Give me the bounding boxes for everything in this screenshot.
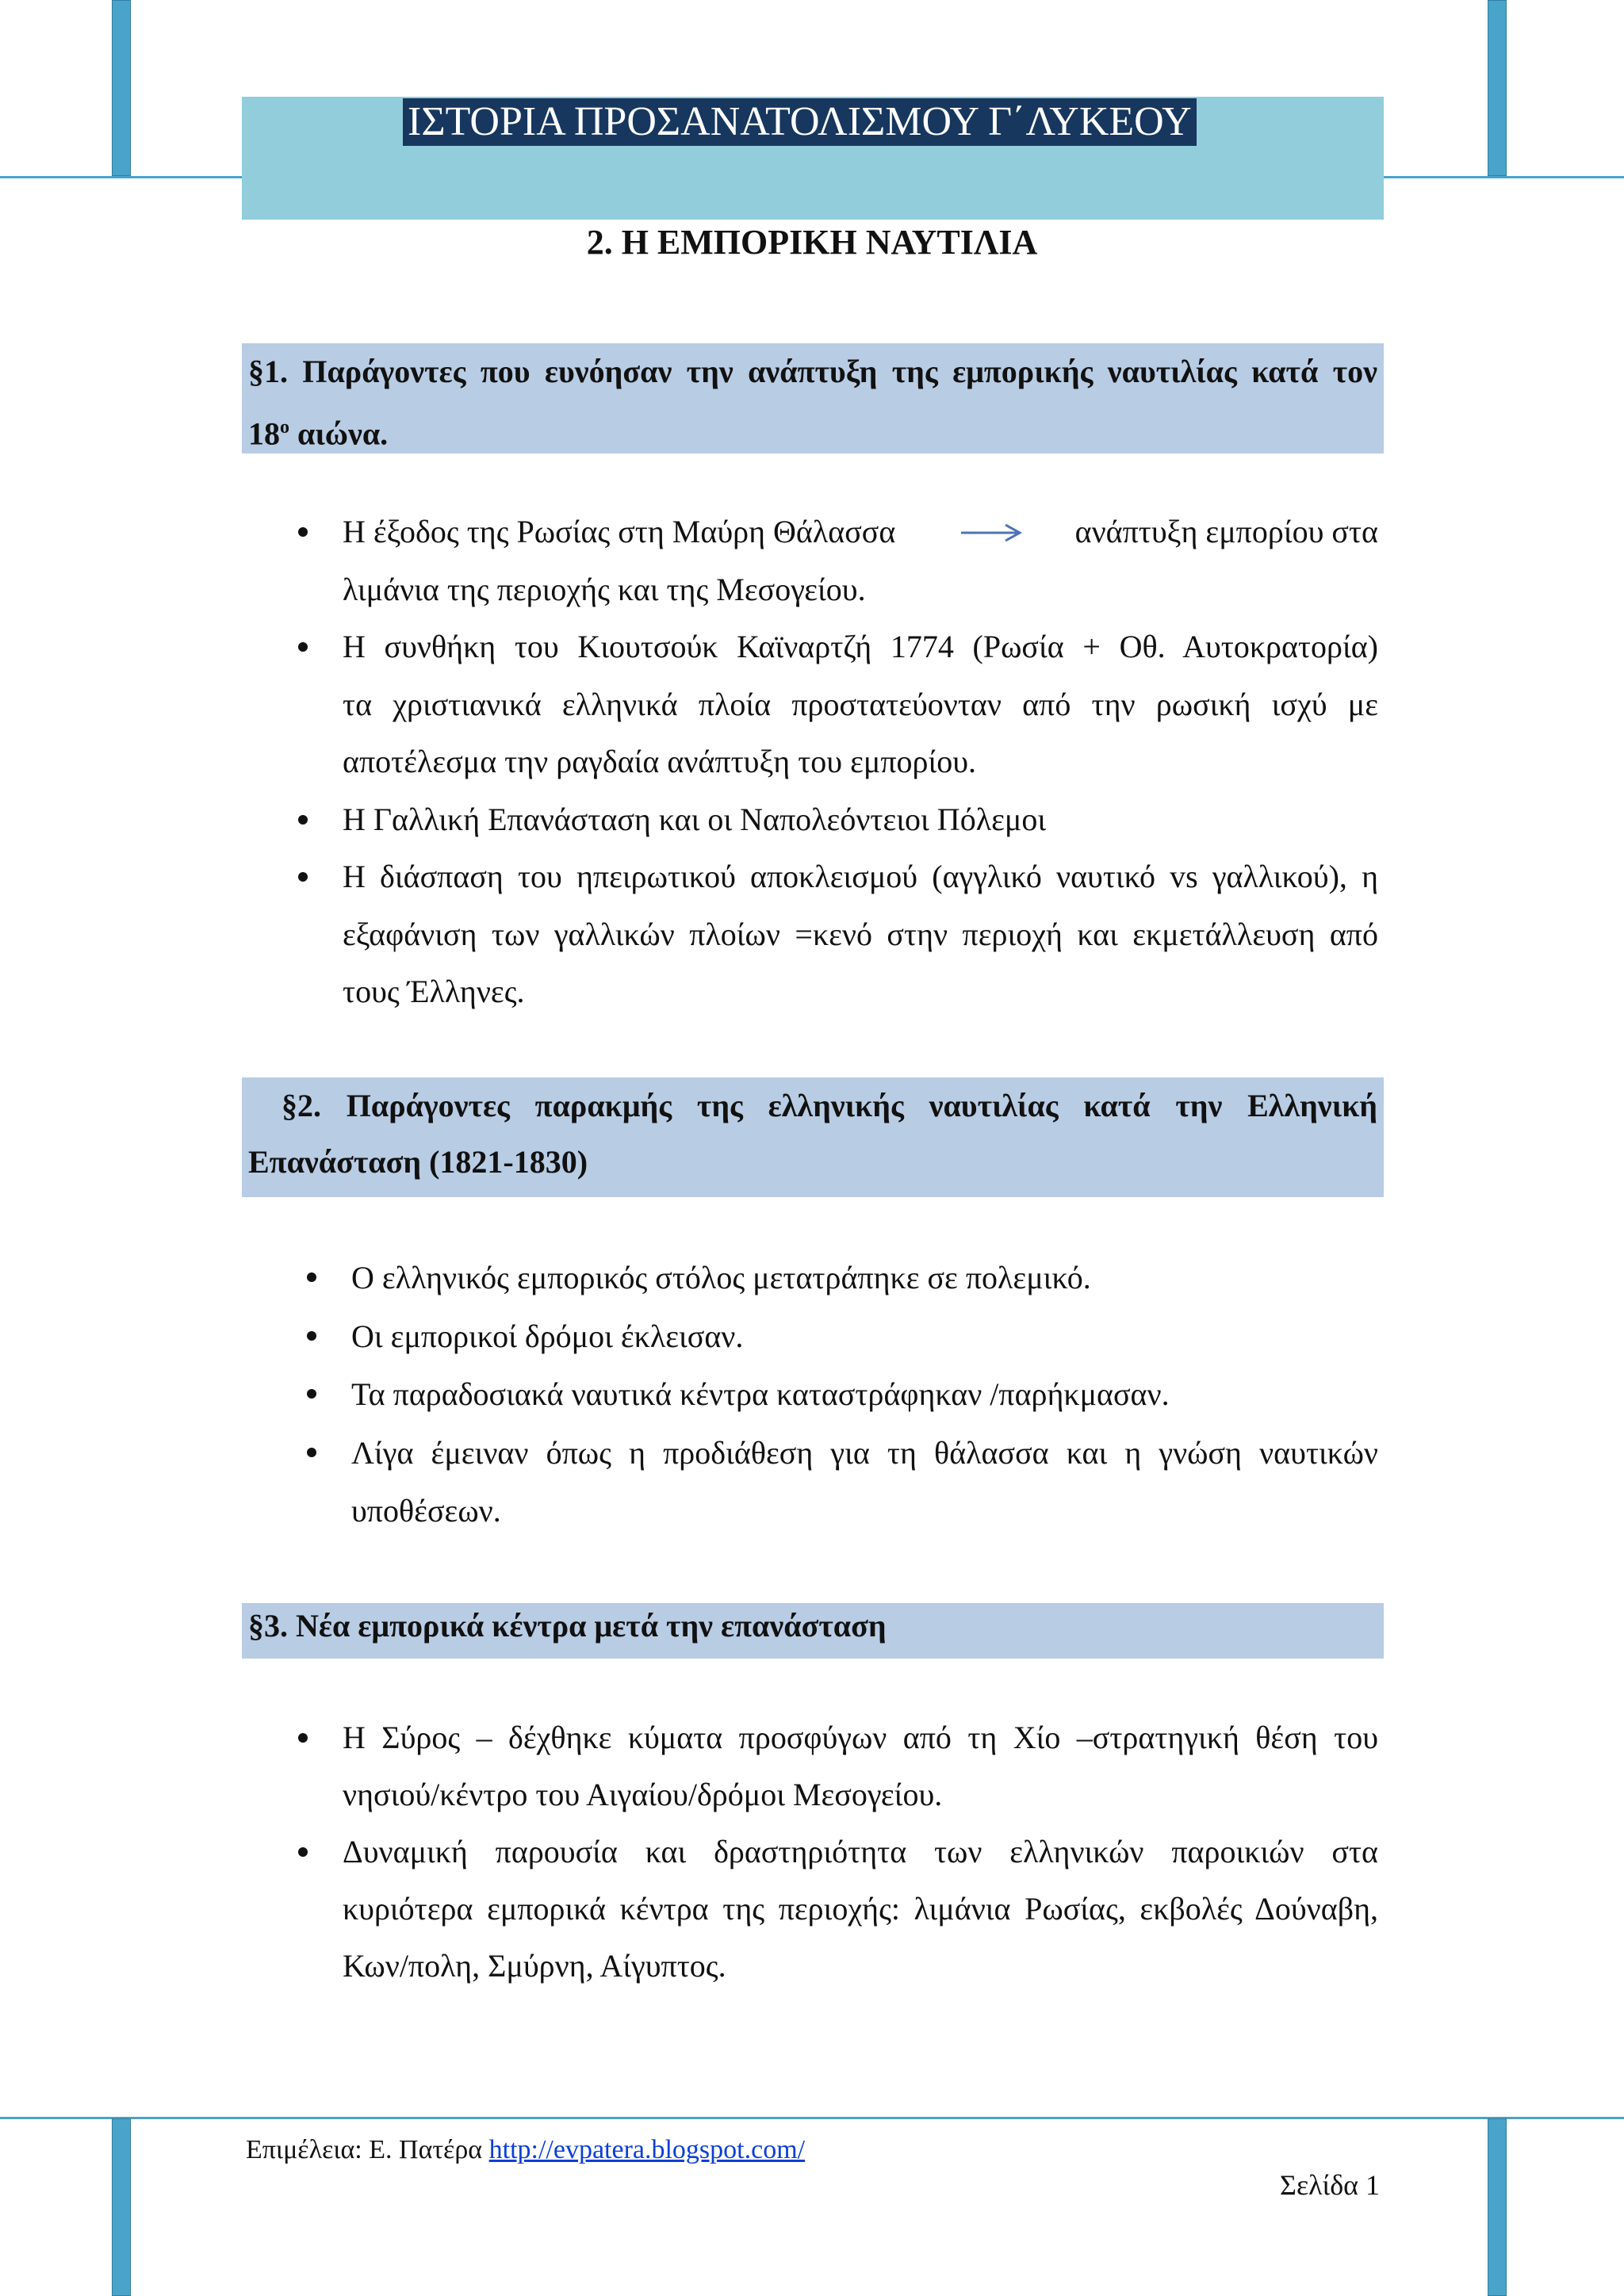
section-heading-line: $18^o$ αιώνα.	[248, 415, 389, 452]
blog-link[interactable]: http://evpatera.blogspot.com/	[488, 2135, 806, 2164]
list-item: Η διάσπαση του ηπειρωτικού αποκλεισμού (αγγλικό ναυτικό vs γαλλικού), η εξαφάνιση των γαλλικών πλοίων =κενό στην περιοχή και εκμετάλλευση από τους Έλληνες.	[343, 848, 1378, 1021]
list-item: Τα παραδοσιακά ναυτικά κέντρα καταστράφηκαν /παρήκμασαν.	[351, 1365, 1378, 1424]
chapter-title: 2. Η ΕΜΠΟΡΙΚΗ ΝΑΥΤΙΛΙΑ	[586, 223, 1038, 262]
footer-editor: Επιμέλεια: Ε. Πατέρα http://evpatera.blogspot.com/	[246, 2135, 806, 2164]
document-title: ΙΣΤΟΡΙΑ ΠΡΟΣΑΝΑΤΟΛΙΣΜΟΥ Γ΄ΛΥΚΕΟΥ	[403, 98, 1197, 146]
section-heading-line: §1. Παράγοντες που ευνόησαν την ανάπτυξη της εμπορικής ναυτιλίας κατά τον	[248, 354, 1377, 389]
right-top-bar	[1488, 0, 1507, 176]
list-item: Η συνθήκη του Κιουτσούκ Καϊναρτζή 1774 (Ρωσία + Οθ. Αυτοκρατορία) τα χριστιανικά ελληνικά πλοία προστατεύονταν από την ρωσική ισχύ με αποτέλεσμα την ραγδαία ανάπτυξη του εμπορίου.	[343, 618, 1378, 791]
bullet-icon	[307, 1272, 316, 1282]
bullet-icon	[298, 872, 308, 882]
right-bottom-bar	[1488, 2118, 1507, 2296]
bullet-icon	[307, 1448, 316, 1457]
section-heading-line: §3. Νέα εμπορικά κέντρα μετά την επανάσταση	[248, 1608, 887, 1644]
bullet-icon	[298, 1733, 308, 1743]
section-1-heading	[242, 343, 1384, 453]
bullet-icon	[307, 1331, 316, 1341]
section-2-heading	[242, 1077, 1384, 1197]
right-arrow-icon	[959, 521, 1023, 545]
page-number: Σελίδα 1	[1280, 2169, 1381, 2201]
bullet-icon	[298, 527, 308, 537]
list-item: Δυναμική παρουσία και δραστηριότητα των ελληνικών παροικιών στα κυριότερα εμπορικά κέντρα της περιοχής: λιμάνια Ρωσίας, εκβολές Δούναβη, Κων/πολη, Σμύρνη, Αίγυπτος.	[343, 1823, 1378, 1995]
section-1-list	[343, 503, 1378, 1021]
bullet-icon	[298, 815, 308, 825]
bottom-rule	[0, 2117, 1624, 2119]
list-item: Ο ελληνικός εμπορικός στόλος μετατράπηκε σε πολεμικό.	[351, 1249, 1378, 1307]
list-item: Η Σύρος – δέχθηκε κύματα προσφύγων από τη Χίο –στρατηγική θέση του νησιού/κέντρο του Αιγαίου/δρόμοι Μεσογείου.	[343, 1709, 1378, 1823]
left-top-bar	[112, 0, 131, 176]
list-item: Λίγα έμειναν όπως η προδιάθεση για τη θάλασσα και η γνώση ναυτικών υποθέσεων.	[351, 1424, 1378, 1540]
list-item: Οι εμπορικοί δρόμοι έκλεισαν.	[351, 1307, 1378, 1366]
section-3-list	[343, 1709, 1378, 1995]
bullet-icon	[298, 1847, 308, 1857]
bullet-icon	[298, 642, 308, 652]
section-3-heading	[242, 1603, 1384, 1659]
list-item: Η έξοδος της Ρωσίας στη Μαύρη Θάλασσα ανάπτυξη εμπορίου στα λιμάνια της περιοχής και της Μεσογείου.	[343, 503, 1378, 618]
section-heading-line: §2. Παράγοντες παρακμής της ελληνικής ναυτιλίας κατά την Ελληνική	[282, 1088, 1377, 1123]
section-2-list	[351, 1249, 1378, 1540]
section-heading-line: Επανάσταση (1821-1830)	[248, 1144, 588, 1180]
bullet-icon	[307, 1389, 316, 1399]
list-item: Η Γαλλική Επανάσταση και οι Ναπολεόντειοι Πόλεμοι	[343, 791, 1378, 849]
left-bottom-bar	[112, 2118, 131, 2296]
